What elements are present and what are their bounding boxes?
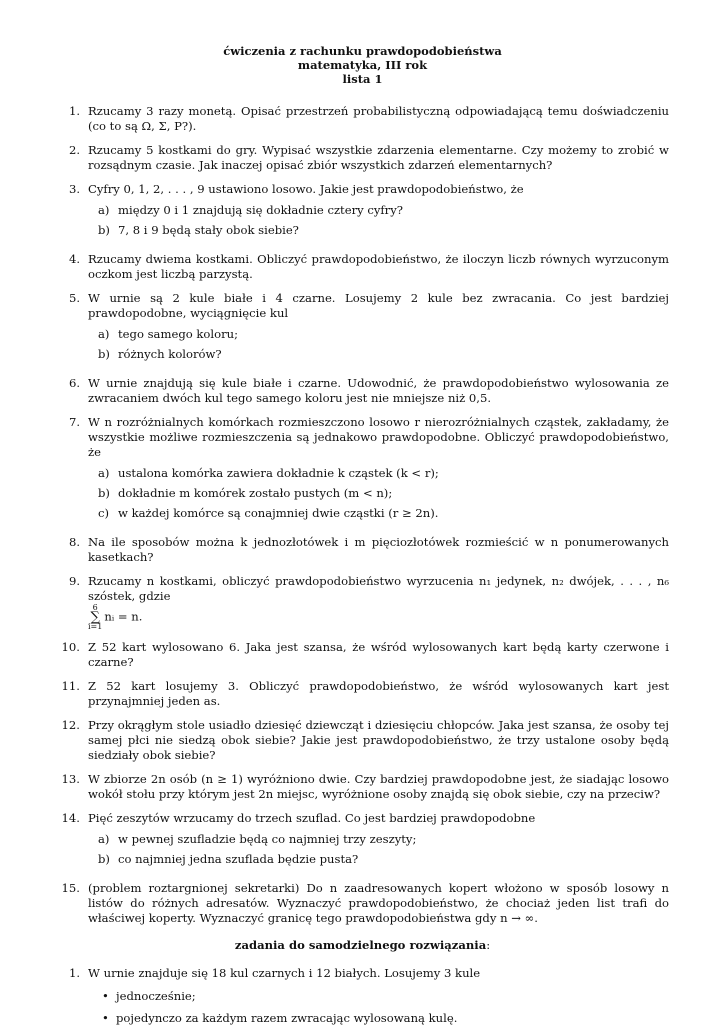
subproblem-list: [98, 832, 669, 867]
subproblem-item: [98, 347, 669, 362]
problem-body: [88, 143, 669, 173]
problem-body: [88, 772, 669, 802]
problem-text: Z 52 kart losujemy 3. Obliczyć prawdopodobieństwo, że wśród wylosowanych kart jest przynajmniej jeden as.: [88, 679, 669, 708]
problem-text: Przy okrągłym stole usiadło dziesięć dziewcząt i dziesięciu chłopców. Jaka jest szansa, że osoby tej samej płci nie siedzą obok siebie? Jakie jest prawdopodobieństwo, że trzy ustalone osoby będą siedziały obok siebie?: [88, 718, 669, 762]
subproblem-text: dokładnie m komórek zostało pustych (m < n);: [118, 486, 393, 500]
sigma-symbol: ∑: [90, 610, 100, 625]
header-program: matematyka, III rok: [297, 58, 428, 72]
problem-number: 7.: [68, 415, 80, 429]
bullet-icon: •: [102, 989, 109, 1003]
problem-number: 2.: [68, 143, 80, 157]
problem-text: Rzucamy n kostkami, obliczyć prawdopodobieństwo wyrzucenia n₁ jedynek, n₂ dwójek, . . . , n₆ szóstek, gdzie: [88, 574, 669, 603]
subproblem-text: 7, 8 i 9 będą stały obok siebie?: [118, 223, 299, 237]
problem-item: [56, 104, 669, 134]
problem-text: W urnie są 2 kule białe i 4 czarne. Losujemy 2 kule bez zwracania. Co jest bardziej prawdopodobne, wyciągnięcie kul: [88, 291, 669, 320]
subproblem-label: b): [98, 852, 110, 866]
problem-item: [56, 143, 669, 173]
section-title: [56, 938, 669, 952]
problem-text: Pięć zeszytów wrzucamy do trzech szuflad. Co jest bardziej prawdopodobne: [88, 811, 536, 825]
problem-number: 9.: [68, 574, 80, 588]
bullet-list: [102, 989, 669, 1026]
problem-item: [56, 811, 669, 872]
problem-body: [88, 182, 669, 243]
problem-body: [88, 718, 669, 763]
header-course-title: ćwiczenia z rachunku prawdopodobieństwa: [223, 44, 502, 58]
problem-text: W zbiorze 2n osób (n ≥ 1) wyróżniono dwie. Czy bardziej prawdopodobne jest, że siadając losowo wokół stołu przy którym jest 2n miejsc, wyróżnione osoby znajdą się obok siebie, czy na przeciw?: [88, 772, 669, 801]
problem-number: 4.: [68, 252, 80, 266]
problem-body: [88, 679, 669, 709]
problem-number: 14.: [61, 811, 80, 825]
subproblem-label: b): [98, 223, 110, 237]
problem-body: [88, 640, 669, 670]
sum-upper-limit: 6: [92, 603, 98, 612]
subproblem-item: [98, 223, 669, 238]
problem-body: [88, 881, 669, 926]
bullet-item: [102, 989, 669, 1004]
problem-number: 6.: [68, 376, 80, 390]
subproblem-text: w pewnej szufladzie będą co najmniej trzy zeszyty;: [118, 832, 417, 846]
subproblem-label: a): [98, 327, 110, 341]
subproblem-item: [98, 832, 669, 847]
subproblem-label: a): [98, 203, 110, 217]
problem-number: 1.: [68, 966, 80, 980]
problem-item: [56, 291, 669, 367]
problem-number: 5.: [68, 291, 80, 305]
subproblem-label: c): [98, 506, 110, 520]
subproblem-list: [98, 203, 669, 238]
problem-text: Rzucamy dwiema kostkami. Obliczyć prawdopodobieństwo, że iloczyn liczb równych wyrzuconym oczkom jest liczbą parzystą.: [88, 252, 669, 281]
problem-text: Cyfry 0, 1, 2, . . . , 9 ustawiono losowo. Jakie jest prawdopodobieństwo, że: [88, 182, 524, 196]
self-study-problem-list: [56, 966, 669, 1033]
problem-body: [88, 104, 669, 134]
subproblem-item: [98, 327, 669, 342]
subproblem-label: b): [98, 486, 110, 500]
subproblem-item: [98, 852, 669, 867]
bullet-icon: •: [102, 1011, 109, 1025]
problem-number: 10.: [61, 640, 80, 654]
problem-body: [88, 811, 669, 872]
problem-item: [56, 679, 669, 709]
problem-body: [88, 574, 669, 631]
problem-number: 15.: [61, 881, 80, 895]
problem-number: 13.: [61, 772, 80, 786]
subproblem-list: [98, 327, 669, 362]
subproblem-item: [98, 506, 669, 521]
summation: [88, 604, 102, 631]
problem-text: Rzucamy 3 razy monetą. Opisać przestrzeń probabilistyczną odpowiadającą temu doświadczeniu (co to są Ω, Σ, P?).: [88, 104, 669, 133]
problem-list: [56, 104, 669, 926]
problem-item: [56, 415, 669, 526]
problem-item: [56, 182, 669, 243]
problem-body: [88, 966, 669, 1033]
problem-number: 3.: [68, 182, 80, 196]
bullet-text: jednocześnie;: [116, 989, 196, 1003]
problem-number: 11.: [61, 679, 80, 693]
subproblem-label: a): [98, 832, 110, 846]
problem-text: Na ile sposobów można k jednozłotówek i m pięciozłotówek rozmieścić w n ponumerowanych kasetkach?: [88, 535, 669, 564]
problem-text: (problem roztargnionej sekretarki) Do n zaadresowanych kopert włożono w sposób losowy n listów do różnych adresatów. Wyznaczyć prawdopodobieństwo, że chociaż jeden list trafi do właściwej koperty. Wyznaczyć granicę tego prawdopodobieństwa gdy n → ∞.: [88, 881, 669, 925]
subproblem-label: b): [98, 347, 110, 361]
problem-text: Rzucamy 5 kostkami do gry. Wypisać wszystkie zdarzenia elementarne. Czy możemy to zrobić w rozsądnym czasie. Jak inaczej opisać zbiór wszystkich zdarzeń elementarnych?: [88, 143, 669, 172]
subproblem-item: [98, 466, 669, 481]
subproblem-text: co najmniej jedna szuflada będzie pusta?: [118, 852, 359, 866]
problem-item: [56, 718, 669, 763]
subproblem-text: między 0 i 1 znajdują się dokładnie cztery cyfry?: [118, 203, 403, 217]
sum-lower-limit: i=1: [88, 622, 103, 631]
problem-number: 1.: [68, 104, 80, 118]
section-title-text: zadania do samodzielnego rozwiązania: [234, 938, 487, 952]
problem-text: Z 52 kart wylosowano 6. Jaka jest szansa, że wśród wylosowanych kart będą karty czerwone i czarne?: [88, 640, 669, 669]
problem-item: [56, 881, 669, 926]
problem-item: [56, 574, 669, 631]
problem-item: [56, 966, 669, 1033]
subproblem-text: w każdej komórce są conajmniej dwie cząstki (r ≥ 2n).: [118, 506, 439, 520]
problem-body: [88, 535, 669, 565]
document-header: [56, 44, 669, 86]
problem-body: [88, 376, 669, 406]
problem-item: [56, 376, 669, 406]
problem-item: [56, 772, 669, 802]
problem-text: W n rozróżnialnych komórkach rozmieszczono losowo r nierozróżnialnych cząstek, zakładamy, że wszystkie możliwe rozmieszczenia są jednakowo prawdopodobne. Obliczyć prawdopodobieństwo, że: [88, 415, 669, 459]
sum-expression: nᵢ = n.: [104, 609, 143, 624]
problem-text: W urnie znajdują się kule białe i czarne. Udowodnić, że prawdopodobieństwo wylosowania ze zwracaniem dwóch kul tego samego koloru jest nie mniejsze niż 0,5.: [88, 376, 669, 405]
problem-number: 12.: [61, 718, 80, 732]
problem-item: [56, 535, 669, 565]
bullet-text: pojedynczo za każdym razem zwracając wylosowaną kulę.: [116, 1011, 458, 1025]
subproblem-text: różnych kolorów?: [118, 347, 222, 361]
problem-item: [56, 252, 669, 282]
section-title-colon: :: [486, 938, 491, 952]
subproblem-text: ustalona komórka zawiera dokładnie k cząstek (k < r);: [118, 466, 439, 480]
subproblem-label: a): [98, 466, 110, 480]
problem-number: 8.: [68, 535, 80, 549]
problem-item: [56, 640, 669, 670]
problem-text: W urnie znajduje się 18 kul czarnych i 12 białych. Losujemy 3 kule: [88, 966, 481, 980]
header-list-number: lista 1: [342, 72, 383, 86]
problem-body: [88, 252, 669, 282]
subproblem-list: [98, 466, 669, 521]
subproblem-text: tego samego koloru;: [118, 327, 239, 341]
subproblem-item: [98, 203, 669, 218]
problem-body: [88, 415, 669, 526]
problem-body: [88, 291, 669, 367]
subproblem-item: [98, 486, 669, 501]
